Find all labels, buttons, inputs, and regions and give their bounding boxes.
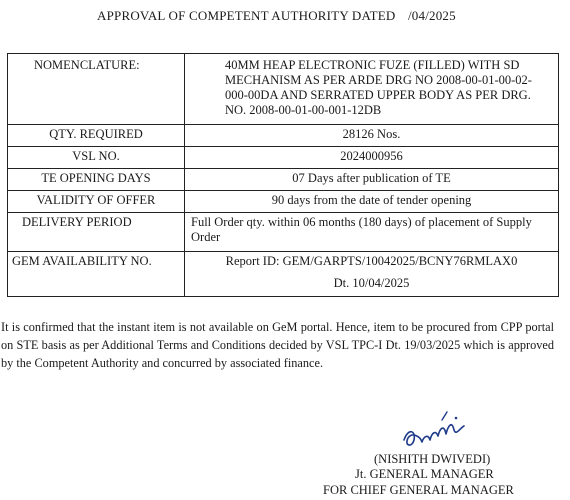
signature-block [0,400,570,500]
approval-title: APPROVAL OF COMPETENT AUTHORITY DATED [97,8,396,23]
gem-report-id: Report ID: GEM/GARPTS/10042025/BCNY76RMLAX0 [225,254,518,268]
row-value-qty: 28126 Nos. [185,125,559,147]
row-value-delivery: Full Order qty. within 06 months (180 days) of placement of Supply Order [185,213,559,252]
signatory-for-line: FOR CHIEF GENERAL MANAGER [323,483,514,497]
table-row [8,147,559,169]
table-row [8,169,559,191]
row-label-gem: GEM AVAILABILITY NO. [8,252,185,297]
table-row [8,125,559,147]
table-row [8,252,559,297]
row-label-vsl: VSL NO. [8,147,185,169]
table-row [8,54,559,125]
signatory-designation: Jt. GENERAL MANAGER [355,467,494,481]
signatory-name: (NISHITH DWIVEDI) [374,452,491,466]
gem-report-date: Dt. 10/04/2025 [333,276,410,290]
row-label-validity: VALIDITY OF OFFER [8,191,185,213]
row-value-nomenclature: 40MM HEAP ELECTRONIC FUZE (FILLED) WITH SD MECHANISM AS PER ARDE DRG NO 2008-00-01-00-02-000-00DA AND SERRATED UPPER BODY AS PER DRG. NO. 2008-00-01-00-001-12DB [185,54,559,125]
confirmation-paragraph: It is confirmed that the instant item is not available on GeM portal. Hence, item to be procured from CPP portal on STE basis as per Additional Terms and Conditions decided by VSL TPC-I Dt. 19/03/2025 which is approved by the Competent Authority and concurred by associated finance. [1,320,554,370]
row-value-vsl: 2024000956 [185,147,559,169]
row-value-validity: 90 days from the date of tender opening [185,191,559,213]
table-row [8,191,559,213]
row-label-te-opening: TE OPENING DAYS [8,169,185,191]
table-row [8,213,559,252]
row-label-delivery: DELIVERY PERIOD [8,213,185,252]
row-label-nomenclature: NOMENCLATURE: [8,54,185,125]
row-label-qty: QTY. REQUIRED [8,125,185,147]
row-value-gem [185,252,559,297]
handwritten-signature [398,406,478,456]
approval-date: /04/2025 [408,8,456,23]
row-value-te-opening: 07 Days after publication of TE [185,169,559,191]
specification-table [7,53,559,297]
